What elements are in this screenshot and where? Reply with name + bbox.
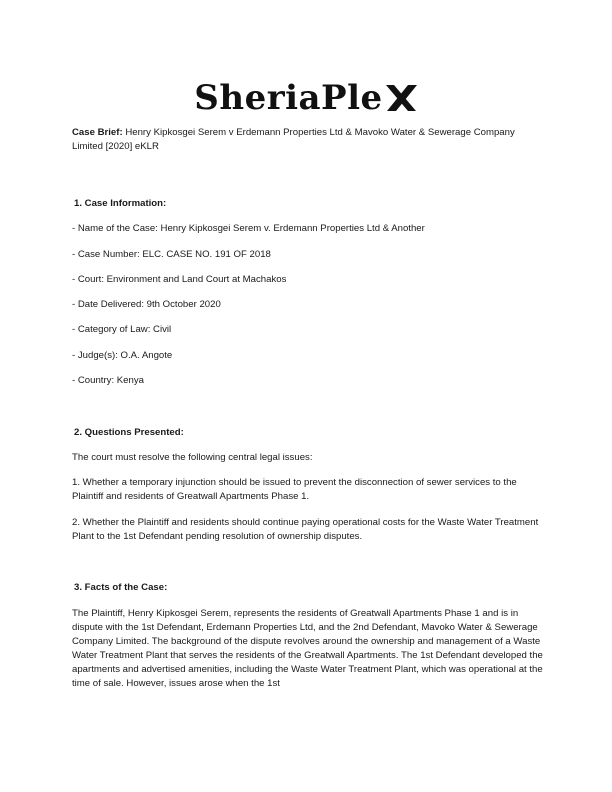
questions-intro: The court must resolve the following central legal issues: [72,452,313,463]
info-court: - Court: Environment and Land Court at Machakos [72,274,287,285]
info-date-delivered: - Date Delivered: 9th October 2020 [72,299,221,310]
question-1: 1. Whether a temporary injunction should be issued to prevent the disconnection of sewer services to the Plaintiff and residents of Greatwall Apartments Phase 1. [72,477,517,502]
x-logo-icon [384,83,418,113]
sheriaplex-logo [0,78,612,118]
section-heading-questions: 2. Questions Presented: [74,427,184,438]
info-category: - Category of Law: Civil [72,324,172,335]
info-case-name: - Name of the Case: Henry Kipkosgei Serem v. Erdemann Properties Ltd & Another [72,223,425,234]
section-heading-case-information: 1. Case Information: [74,198,167,209]
case-brief-label: Case Brief: [72,127,123,138]
question-2: 2. Whether the Plaintiff and residents should continue paying operational costs for the Waste Water Treatment Plant to the 1st Defendant pending resolution of ownership disputes. [72,517,539,542]
case-brief [72,126,544,154]
info-judges: - Judge(s): O.A. Angote [72,350,173,361]
document-body [72,126,544,689]
case-brief-text: Henry Kipkosgei Serem v Erdemann Properties Ltd & Mavoko Water & Sewerage Company Limited [2020] eKLR [72,127,515,152]
info-case-number: - Case Number: ELC. CASE NO. 191 OF 2018 [72,249,271,260]
facts-paragraph: The Plaintiff, Henry Kipkosgei Serem, represents the residents of Greatwall Apartments Phase 1 and is in dispute with the 1st Defendant, Erdemann Properties Ltd, and the 2nd Defendant, Mavoko Water & Sewerage Company Limited. The background of the dispute revolves around the ownership and management of a Waste Water Treatment Plant that serves the residents of the Greatwall Apartments. The 1st Defendant developed the apartments and advertised amenities, including the Waste Water Treatment Plant, which was operational at the time of sale. However, issues arose when the 1st [72,608,543,689]
logo-text: SheriaPle [194,78,383,118]
section-heading-facts: 3. Facts of the Case: [74,582,168,593]
info-country: - Country: Kenya [72,375,144,386]
